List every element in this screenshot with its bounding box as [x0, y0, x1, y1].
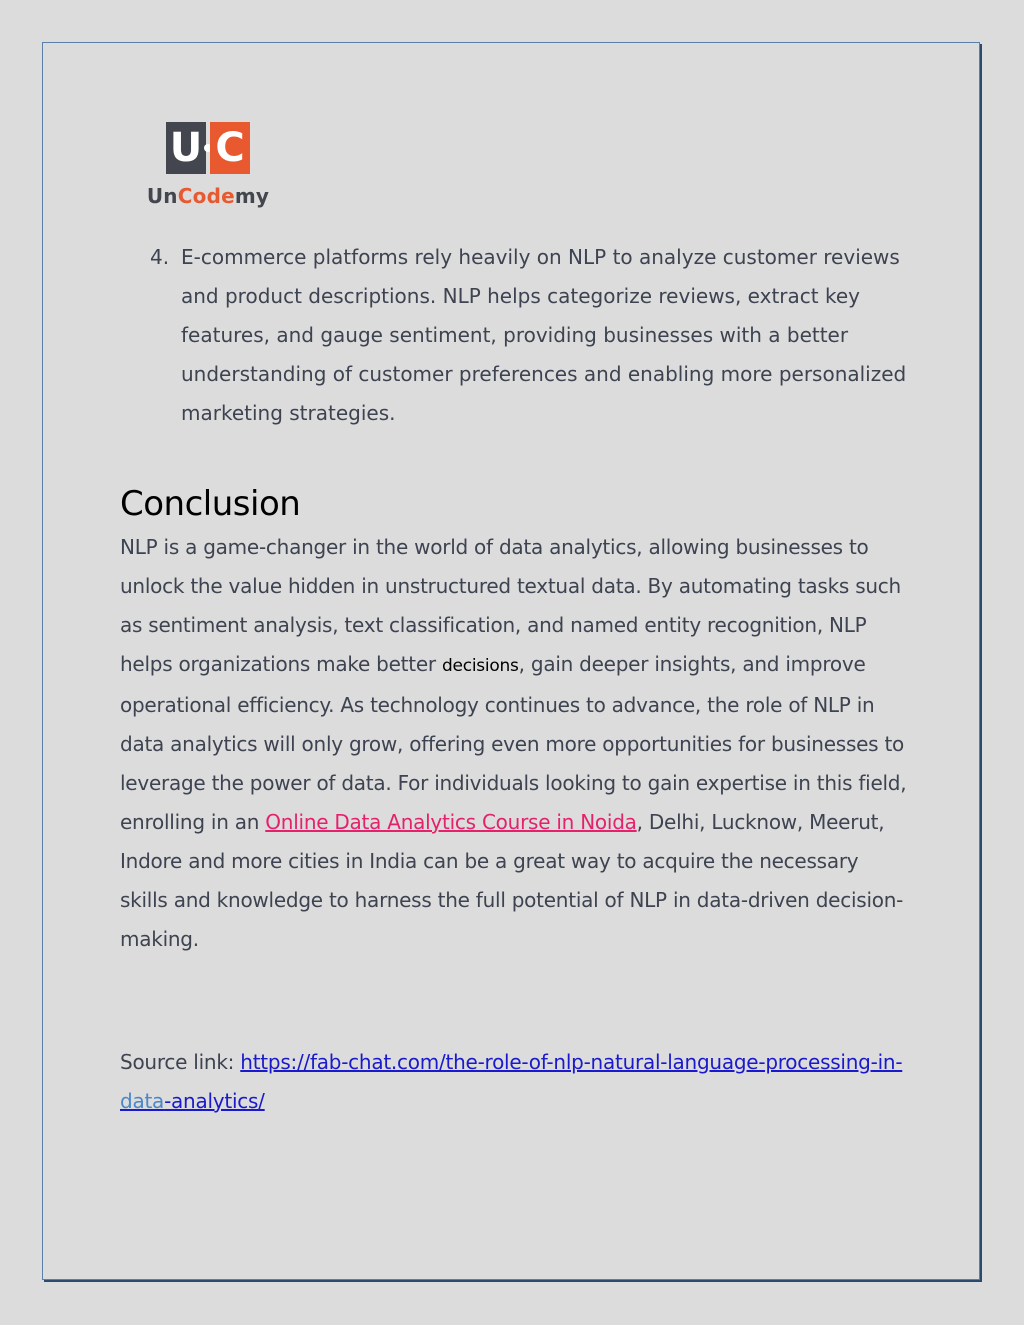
list-item-text: E-commerce platforms rely heavily on NLP to analyze customer reviews and product descriptions. NLP helps categorize reviews, extract key features, and gauge sentiment, providing businesses with a better understanding of customer preferences and enabling more personalized marketing strategies. [181, 245, 907, 425]
logo-letter-u: U [166, 122, 206, 174]
paragraph-text-1: NLP is a game-changer in the world of data analytics, allowing businesses to unlock the value hidden in unstructured textual data. By automating tasks such as sentiment analysis, text classification, and named entity recognition, NLP helps organizations make better [120, 535, 901, 676]
uncodemy-logo [138, 122, 278, 212]
conclusion-heading: Conclusion [120, 484, 301, 525]
list-number: 4. [150, 245, 170, 269]
bold-word-decisions: decisions [441, 656, 519, 676]
source-link-line [120, 1043, 910, 1121]
source-url-highlight: data [120, 1089, 165, 1113]
logo-word-un: Un [146, 184, 178, 208]
course-link[interactable]: Online Data Analytics Course in Noida [265, 810, 637, 834]
conclusion-paragraph [120, 528, 910, 959]
paragraph-text-2: , gain deeper insights, and improve operational efficiency. As technology continues to advance, the role of NLP in data analytics will only grow, offering even more opportunities for businesses to leverage the power of data. For individuals looking to gain expertise in this field, enrolling in an [120, 652, 907, 834]
logo-word-code: Code [177, 184, 235, 208]
paragraph-text-3: , Delhi, Lucknow, Meerut, Indore and more cities in India can be a great way to acquire the necessary skills and knowledge to harness the full potential of NLP in data-driven decision-making. [120, 810, 904, 951]
logo-wordmark [138, 184, 278, 208]
source-url-part-2: -analytics/ [164, 1089, 265, 1113]
logo-mark [166, 122, 250, 174]
list-item-4 [150, 238, 910, 433]
source-label: Source link: [120, 1050, 241, 1074]
source-url-part-1: https://fab-chat.com/the-role-of-nlp-natural-language-processing-in- [240, 1050, 903, 1074]
logo-word-my: my [234, 184, 270, 208]
logo-letter-c: C [210, 122, 250, 174]
